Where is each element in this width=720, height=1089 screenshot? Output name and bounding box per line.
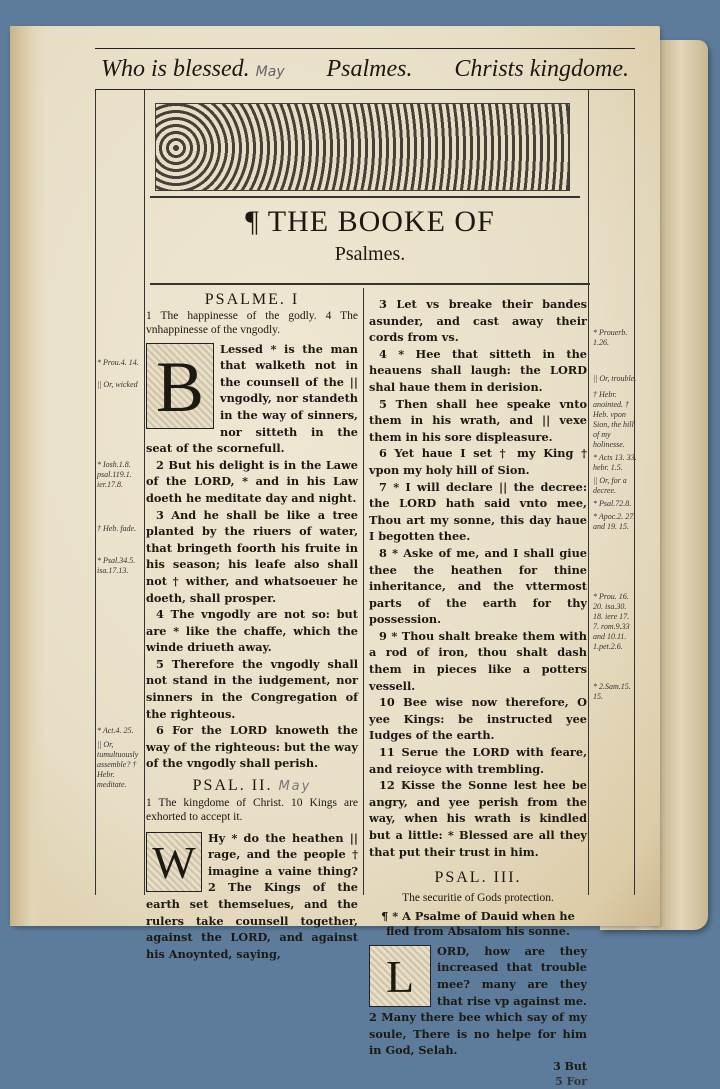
verse: 4 * Hee that sitteth in the heauens shall laugh: the LORD shal haue them in derision.	[369, 346, 587, 394]
margin-note: * Psal.72.8.	[593, 499, 632, 508]
verse: 5 Therefore the vngodly shall not stand in the iudgement, nor sinners in the Congregation of the righteous.	[146, 656, 358, 721]
handwritten-note: May	[278, 779, 312, 795]
rule	[150, 283, 590, 285]
title-line-2: Psalmes.	[334, 243, 406, 265]
page-gutter	[10, 26, 46, 926]
book-title	[160, 205, 580, 266]
drop-cap-b: B	[146, 343, 214, 429]
psalm-1-argument: 1 The happinesse of the godly. 4 The vnhappinesse of the vngodly.	[146, 309, 358, 336]
verse: 2 But his delight is in the Lawe of the LORD, * and in his Law doeth he meditate day and night.	[146, 457, 358, 505]
drop-cap-w: W	[146, 832, 202, 892]
margin-note: || Or, tumultuously assemble? † Hebr. meditate.	[97, 740, 139, 789]
margin-note: * 2.Sam.15. 15.	[593, 682, 631, 701]
verse: 12 Kisse the Sonne lest hee be angry, and yee perish from the way, when his wrath is kindled but a little: * Blessed are all they that put their trust in him.	[369, 778, 587, 859]
verse: Lessed * is the man that walketh not in the counsell of the || vngodly, nor standeth in the way of sinners, nor sitteth in the seat of the scornefull.	[146, 341, 358, 456]
margin-note: || Or, wicked	[97, 380, 138, 389]
margin-rule-right	[588, 90, 589, 895]
column-divider	[363, 288, 364, 895]
verse: 6 For the LORD knoweth the way of the righteous: but the way of the vngodly shall perish.	[146, 723, 358, 771]
handwritten-note: May	[255, 63, 285, 80]
verse: 3 And he shall be like a tree planted by the riuers of water, that bringeth foorth his fruite in his season; his leafe also shall not † wither, and whatsoeuer he doeth, shall prosper.	[146, 507, 358, 605]
margin-note: † Hebr. anointed. † Heb. vpon Sion, the hill of my holinesse.	[593, 390, 634, 449]
header-left-text: Who is blessed.	[101, 55, 250, 82]
running-header	[95, 48, 635, 90]
psalm-1-verse-1	[146, 341, 358, 457]
psalm-3-superscription: ¶ * A Psalme of Dauid when he fled from Absalom his sonne.	[381, 908, 575, 938]
verse: 11 Serue the LORD with feare, and reioyce with trembling.	[369, 745, 587, 776]
left-column	[146, 292, 358, 962]
drop-cap-l: L	[369, 945, 431, 1007]
right-margin-notes	[593, 328, 637, 702]
psalm-2-argument: 1 The kingdome of Christ. 10 Kings are exhorted to accept it.	[146, 796, 358, 823]
verse: ORD, how are they increased that trouble mee? many are they that rise vp against me.	[437, 943, 587, 1008]
header-center: Psalmes.	[326, 55, 413, 82]
margin-note: * Psal.34.5. isa.17.13.	[97, 556, 136, 575]
margin-note: * Apoc.2. 27. and 19. 15.	[593, 512, 636, 531]
psalm-3-argument: The securitie of Gods protection.	[402, 891, 554, 904]
header-right: Christs kingdome.	[454, 55, 629, 82]
verse: 6 Yet haue I set † my King † vpon my holy hill of Sion.	[369, 446, 587, 477]
verse: 9 * Thou shalt breake them with a rod of iron, thou shalt dash them in pieces like a potters vessell.	[369, 628, 587, 693]
verse: Hy * do the heathen || rage, and the people † imagine a vaine thing?	[208, 830, 358, 878]
rule	[150, 196, 580, 198]
margin-rule-left	[144, 90, 145, 895]
catchword: 3 But	[553, 1059, 587, 1073]
verse: 2 The Kings of the earth set themselues, and the rulers take counsell together, against the LORD, and against his Anoynted, saying,	[146, 880, 358, 961]
header-left	[101, 56, 285, 83]
psalm-2-verses	[146, 830, 358, 963]
left-margin-notes	[97, 358, 141, 790]
verse: 4 The vngodly are not so: but are * like the chaffe, which the winde driueth away.	[146, 607, 358, 655]
margin-note: * Acts 13. 33. hebr. 1.5.	[593, 453, 637, 472]
margin-note: || Or, for a decree.	[593, 476, 627, 495]
psalm-1-heading: PSALME. I	[204, 291, 300, 308]
margin-note: * Prou. 16. 20. isa.30. 18. iere 17. 7. rom.9.33 and 10.11. 1.pet.2.6.	[593, 592, 630, 651]
margin-note: * Prouerb. 1.26.	[593, 328, 628, 347]
psalm-2-heading	[146, 778, 358, 796]
psalm-3-heading: PSAL. III.	[434, 869, 522, 887]
verse: 7 * I will declare || the decree: the LORD hath said vnto mee, Thou art my sonne, this day haue I begotten thee.	[369, 479, 587, 544]
margin-note: * Prou.4. 14.	[97, 358, 139, 367]
title-line-1: ¶ THE BOOKE OF	[245, 205, 495, 238]
margin-note: || Or, trouble.	[593, 374, 637, 383]
margin-note: * Iosh.1.8. psal.119.1. ier.17.8.	[97, 460, 132, 489]
verse: 2 Many there bee which say of my soule, There is no helpe for him in God, Selah.	[369, 1010, 587, 1058]
verse: 5 Then shall hee speake vnto them in his wrath, and || vexe them in his sore displeasure.	[369, 396, 587, 444]
psalm-2-heading-text: PSAL. II.	[192, 777, 273, 795]
margin-note: † Heb. fade.	[97, 524, 137, 533]
verse: 10 Bee wise now therefore, O yee Kings: be instructed yee Iudges of the earth.	[369, 695, 587, 743]
psalm-3-verses	[369, 943, 587, 1059]
verse: 3 Let vs breake their bandes asunder, and cast away their cords from vs.	[369, 297, 587, 345]
margin-note: * Act.4. 25.	[97, 726, 134, 735]
next-page-catchword: 5 For	[555, 1074, 587, 1088]
ornamental-headpiece	[155, 103, 570, 191]
verse: 8 * Aske of me, and I shall giue thee the heathen for thine inheritance, and the vttermost parts of the earth for thy possession.	[369, 545, 587, 627]
right-column	[369, 296, 587, 1089]
